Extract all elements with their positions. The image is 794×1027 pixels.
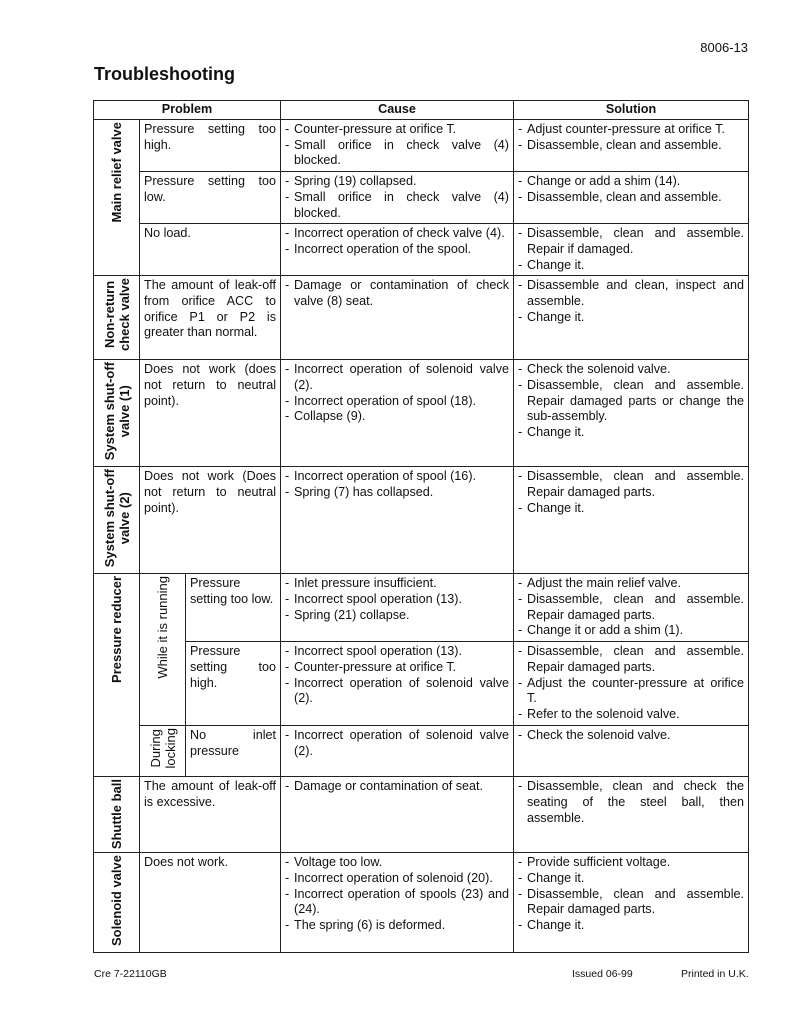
solution-cell — [514, 777, 749, 853]
cause-cell — [281, 853, 514, 953]
table-row — [94, 276, 749, 360]
list-item: - Spring (21) collapse. — [285, 608, 509, 624]
list-item: - Change or add a shim (14). — [518, 174, 744, 190]
list-item: - Incorrect operation of spools (23) and (24). — [285, 887, 509, 918]
list-item: - Incorrect spool operation (13). — [285, 592, 509, 608]
footer-printed: Printed in U.K. — [681, 968, 749, 980]
solution-cell — [514, 224, 749, 276]
list-item: - Small orifice in check valve (4) blocked. — [285, 138, 509, 169]
problem-cell: No inlet pressure — [186, 726, 281, 777]
problem-cell: Pressure setting too low. — [140, 172, 281, 224]
cause-cell — [281, 224, 514, 276]
cause-cell — [281, 360, 514, 467]
list-item: - Provide sufficient voltage. — [518, 855, 744, 871]
list-item: - Change it. — [518, 258, 744, 274]
cause-cell — [281, 726, 514, 777]
list-item: - Change it. — [518, 501, 744, 517]
list-item: - The spring (6) is deformed. — [285, 918, 509, 934]
section-label-main-relief-valve: Main relief valve — [94, 120, 140, 276]
section-label-shuttle-ball: Shuttle ball — [94, 777, 140, 853]
list-item: - Change it. — [518, 871, 744, 887]
problem-cell: The amount of leak-off is excessive. — [140, 777, 281, 853]
list-item: - Incorrect operation of the spool. — [285, 242, 509, 258]
page-title: Troubleshooting — [94, 64, 235, 84]
list-item: - Disassemble, clean and assemble. Repair damaged parts or change the sub-assembly. — [518, 378, 744, 425]
problem-cell: The amount of leak-off from orifice ACC to orifice P1 or P2 is greater than normal. — [140, 276, 281, 360]
problem-cell: Does not work. — [140, 853, 281, 953]
list-item: - Incorrect operation of solenoid valve (2). — [285, 676, 509, 707]
problem-cell: Pressure setting too high. — [186, 642, 281, 726]
cause-cell — [281, 642, 514, 726]
list-item: - Adjust the main relief valve. — [518, 576, 744, 592]
list-item: - Incorrect operation of check valve (4). — [285, 226, 509, 242]
problem-cell: Pressure setting too high. — [140, 120, 281, 172]
cause-cell — [281, 172, 514, 224]
section-label-system-shut-off-valve-1: System shut-off valve (1) — [94, 360, 140, 467]
cause-cell — [281, 777, 514, 853]
cause-cell — [281, 276, 514, 360]
column-header-solution: Solution — [514, 101, 749, 120]
section-label-pressure-reducer: Pressure reducer — [94, 574, 140, 777]
list-item: - Counter-pressure at orifice T. — [285, 660, 509, 676]
list-item: - Check the solenoid valve. — [518, 728, 744, 744]
list-item: - Disassemble, clean and assemble. — [518, 190, 744, 206]
solution-cell — [514, 467, 749, 574]
list-item: - Change it. — [518, 918, 744, 934]
table-row — [94, 853, 749, 953]
list-item: - Disassemble, clean and assemble. Repair damaged parts. — [518, 592, 744, 623]
list-item: - Adjust the counter-pressure at orifice T. — [518, 676, 744, 707]
list-item: - Inlet pressure insufficient. — [285, 576, 509, 592]
cause-cell — [281, 120, 514, 172]
table-row — [94, 642, 749, 726]
solution-cell — [514, 360, 749, 467]
problem-cell: Does not work (Does not return to neutral point). — [140, 467, 281, 574]
list-item: - Collapse (9). — [285, 409, 509, 425]
header-row — [94, 101, 749, 120]
cause-cell — [281, 467, 514, 574]
list-item: - Change it or add a shim (1). — [518, 623, 744, 639]
solution-cell — [514, 276, 749, 360]
list-item: - Disassemble, clean and assemble. Repair damaged parts. — [518, 644, 744, 675]
table-row — [94, 574, 749, 642]
subsection-label-while-running: While it is running — [140, 574, 186, 726]
problem-cell: Pressure setting too low. — [186, 574, 281, 642]
column-header-cause: Cause — [281, 101, 514, 120]
footer-doc-code: Cre 7-22110GB — [94, 968, 167, 980]
list-item: - Incorrect spool operation (13). — [285, 644, 509, 660]
list-item: - Disassemble, clean and assemble. — [518, 138, 744, 154]
list-item: - Spring (7) has collapsed. — [285, 485, 509, 501]
list-item: - Counter-pressure at orifice T. — [285, 122, 509, 138]
list-item: - Spring (19) collapsed. — [285, 174, 509, 190]
list-item: - Disassemble, clean and assemble. Repair if damaged. — [518, 226, 744, 257]
footer-issued: Issued 06-99 — [572, 968, 633, 980]
list-item: - Disassemble, clean and check the seating of the steel ball, then assemble. — [518, 779, 744, 826]
list-item: - Incorrect operation of spool (16). — [285, 469, 509, 485]
solution-cell — [514, 853, 749, 953]
list-item: - Disassemble, clean and assemble. Repair damaged parts. — [518, 887, 744, 918]
page-number: 8006-13 — [700, 40, 748, 55]
list-item: - Disassemble, clean and assemble. Repair damaged parts. — [518, 469, 744, 500]
list-item: - Check the solenoid valve. — [518, 362, 744, 378]
column-header-problem: Problem — [94, 101, 281, 120]
list-item: - Disassemble and clean, inspect and assemble. — [518, 278, 744, 309]
solution-cell — [514, 574, 749, 642]
list-item: - Incorrect operation of solenoid valve (2). — [285, 362, 509, 393]
list-item: - Change it. — [518, 425, 744, 441]
list-item: - Incorrect operation of solenoid (20). — [285, 871, 509, 887]
solution-cell — [514, 642, 749, 726]
list-item: - Damage or contamination of seat. — [285, 779, 509, 795]
list-item: - Small orifice in check valve (4) blocked. — [285, 190, 509, 221]
section-label-system-shut-off-valve-2: System shut-off valve (2) — [94, 467, 140, 574]
troubleshooting-table — [93, 100, 749, 953]
solution-cell — [514, 726, 749, 777]
list-item: - Incorrect operation of spool (18). — [285, 394, 509, 410]
section-label-non-return-check-valve: Non-return check valve — [94, 276, 140, 360]
table-row — [94, 224, 749, 276]
list-item: - Change it. — [518, 310, 744, 326]
table-row — [94, 777, 749, 853]
table-row — [94, 120, 749, 172]
list-item: - Adjust counter-pressure at orifice T. — [518, 122, 744, 138]
subsection-label-during-locking: During locking — [140, 726, 186, 777]
list-item: - Voltage too low. — [285, 855, 509, 871]
table-row — [94, 467, 749, 574]
list-item: - Damage or contamination of check valve (8) seat. — [285, 278, 509, 309]
section-label-solenoid-valve: Solenoid valve — [94, 853, 140, 953]
cause-cell — [281, 574, 514, 642]
list-item: - Refer to the solenoid valve. — [518, 707, 744, 723]
table-row — [94, 726, 749, 777]
problem-cell: Does not work (does not return to neutral point). — [140, 360, 281, 467]
table-row — [94, 172, 749, 224]
table-row — [94, 360, 749, 467]
solution-cell — [514, 120, 749, 172]
list-item: - Incorrect operation of solenoid valve (2). — [285, 728, 509, 759]
solution-cell — [514, 172, 749, 224]
problem-cell: No load. — [140, 224, 281, 276]
